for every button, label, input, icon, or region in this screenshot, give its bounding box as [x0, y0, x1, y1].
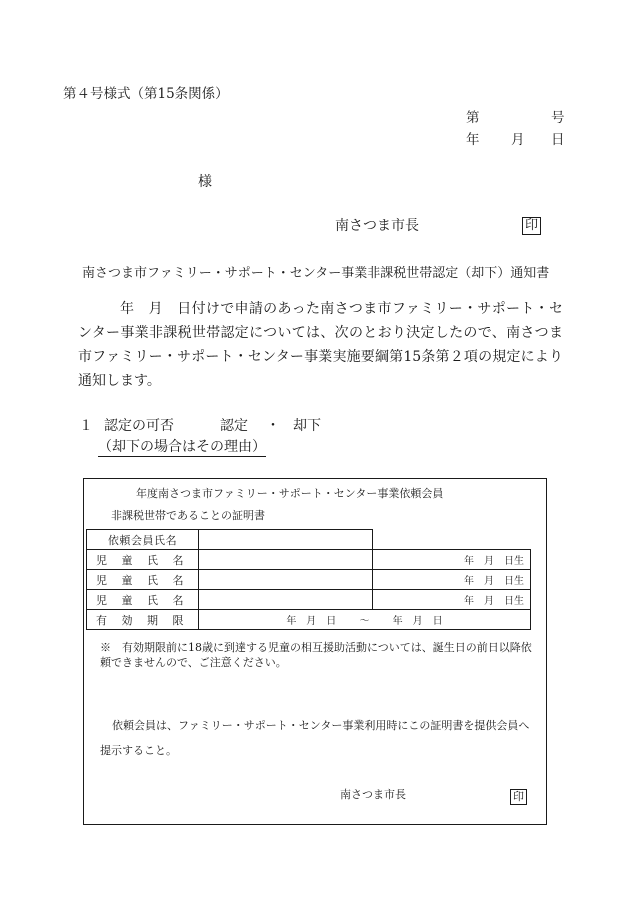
table-row-child: [87, 590, 531, 610]
certificate-seal-mark: [510, 785, 527, 805]
issuer-name: 南さつま市長: [335, 218, 419, 234]
doc-number-suffix: 号: [551, 110, 565, 126]
reason-note: [98, 436, 266, 456]
date-day: 日: [551, 132, 565, 148]
child-birth-date: 年 月 日生: [373, 550, 531, 570]
certificate-notice: ※ 有効期限前に18歳に到達する児童の相互援助活動については、誕生日の前日以降依頼できませんので、ご注意ください。: [100, 641, 532, 669]
blank-cell: [373, 530, 531, 550]
date-year: 年: [466, 132, 480, 148]
option-reject: 却下: [293, 418, 321, 434]
table-row-validity: [87, 610, 531, 630]
certificate-title-line2: 非課税世帯であることの証明書: [111, 509, 265, 522]
child-name-value: [199, 550, 373, 570]
section1-number: １: [79, 418, 93, 434]
child-name-value: [199, 570, 373, 590]
table-row-child: [87, 570, 531, 590]
table-row-member: [87, 530, 531, 550]
form-number: 第４号様式（第15条関係）: [63, 86, 229, 102]
member-name-value: [199, 530, 373, 550]
child-birth-date: 年 月 日生: [373, 570, 531, 590]
certificate-title-line1: 年度南さつま市ファミリー・サポート・センター事業依頼会員: [136, 487, 444, 500]
section1-label: 認定の可否: [104, 418, 174, 434]
option-separator: ・: [266, 418, 280, 434]
certificate-provide-text: 依頼会員は、ファミリー・サポート・センター事業利用時にこの証明書を提供会員へ提示すること。: [100, 719, 530, 757]
option-approve: 認定: [220, 418, 248, 434]
seal-mark: [522, 214, 541, 235]
table-row-child: [87, 550, 531, 570]
certificate-seal-text: 印: [510, 789, 527, 805]
reason-note-text: （却下の場合はその理由）: [98, 439, 266, 455]
document-title: 南さつま市ファミリー・サポート・センター事業非課税世帯認定（却下）通知書: [82, 266, 550, 281]
certificate-table: [86, 529, 531, 630]
date-month: 月: [511, 132, 525, 148]
child-name-label: 児 童 氏 名: [87, 550, 199, 570]
child-name-label: 児 童 氏 名: [87, 590, 199, 610]
seal-text: 印: [522, 217, 541, 235]
child-name-value: [199, 590, 373, 610]
addressee-honorific: 様: [198, 174, 212, 190]
certificate-issuer-name: 南さつま市長: [340, 788, 406, 801]
validity-label: 有 効 期 限: [87, 610, 199, 630]
doc-number-prefix: 第: [466, 110, 480, 126]
body-paragraph: 年 月 日付けで申請のあった南さつま市ファミリー・サポート・センター事業非課税世帯認定については、次のとおり決定したので、南さつま市ファミリー・サポート・センター事業実施要綱第15条第２項の規定により通知します。: [78, 301, 563, 389]
member-name-label: 依頼会員氏名: [87, 530, 199, 550]
child-birth-date: 年 月 日生: [373, 590, 531, 610]
child-name-label: 児 童 氏 名: [87, 570, 199, 590]
validity-value: 年 月 日 ～ 年 月 日: [199, 610, 531, 630]
